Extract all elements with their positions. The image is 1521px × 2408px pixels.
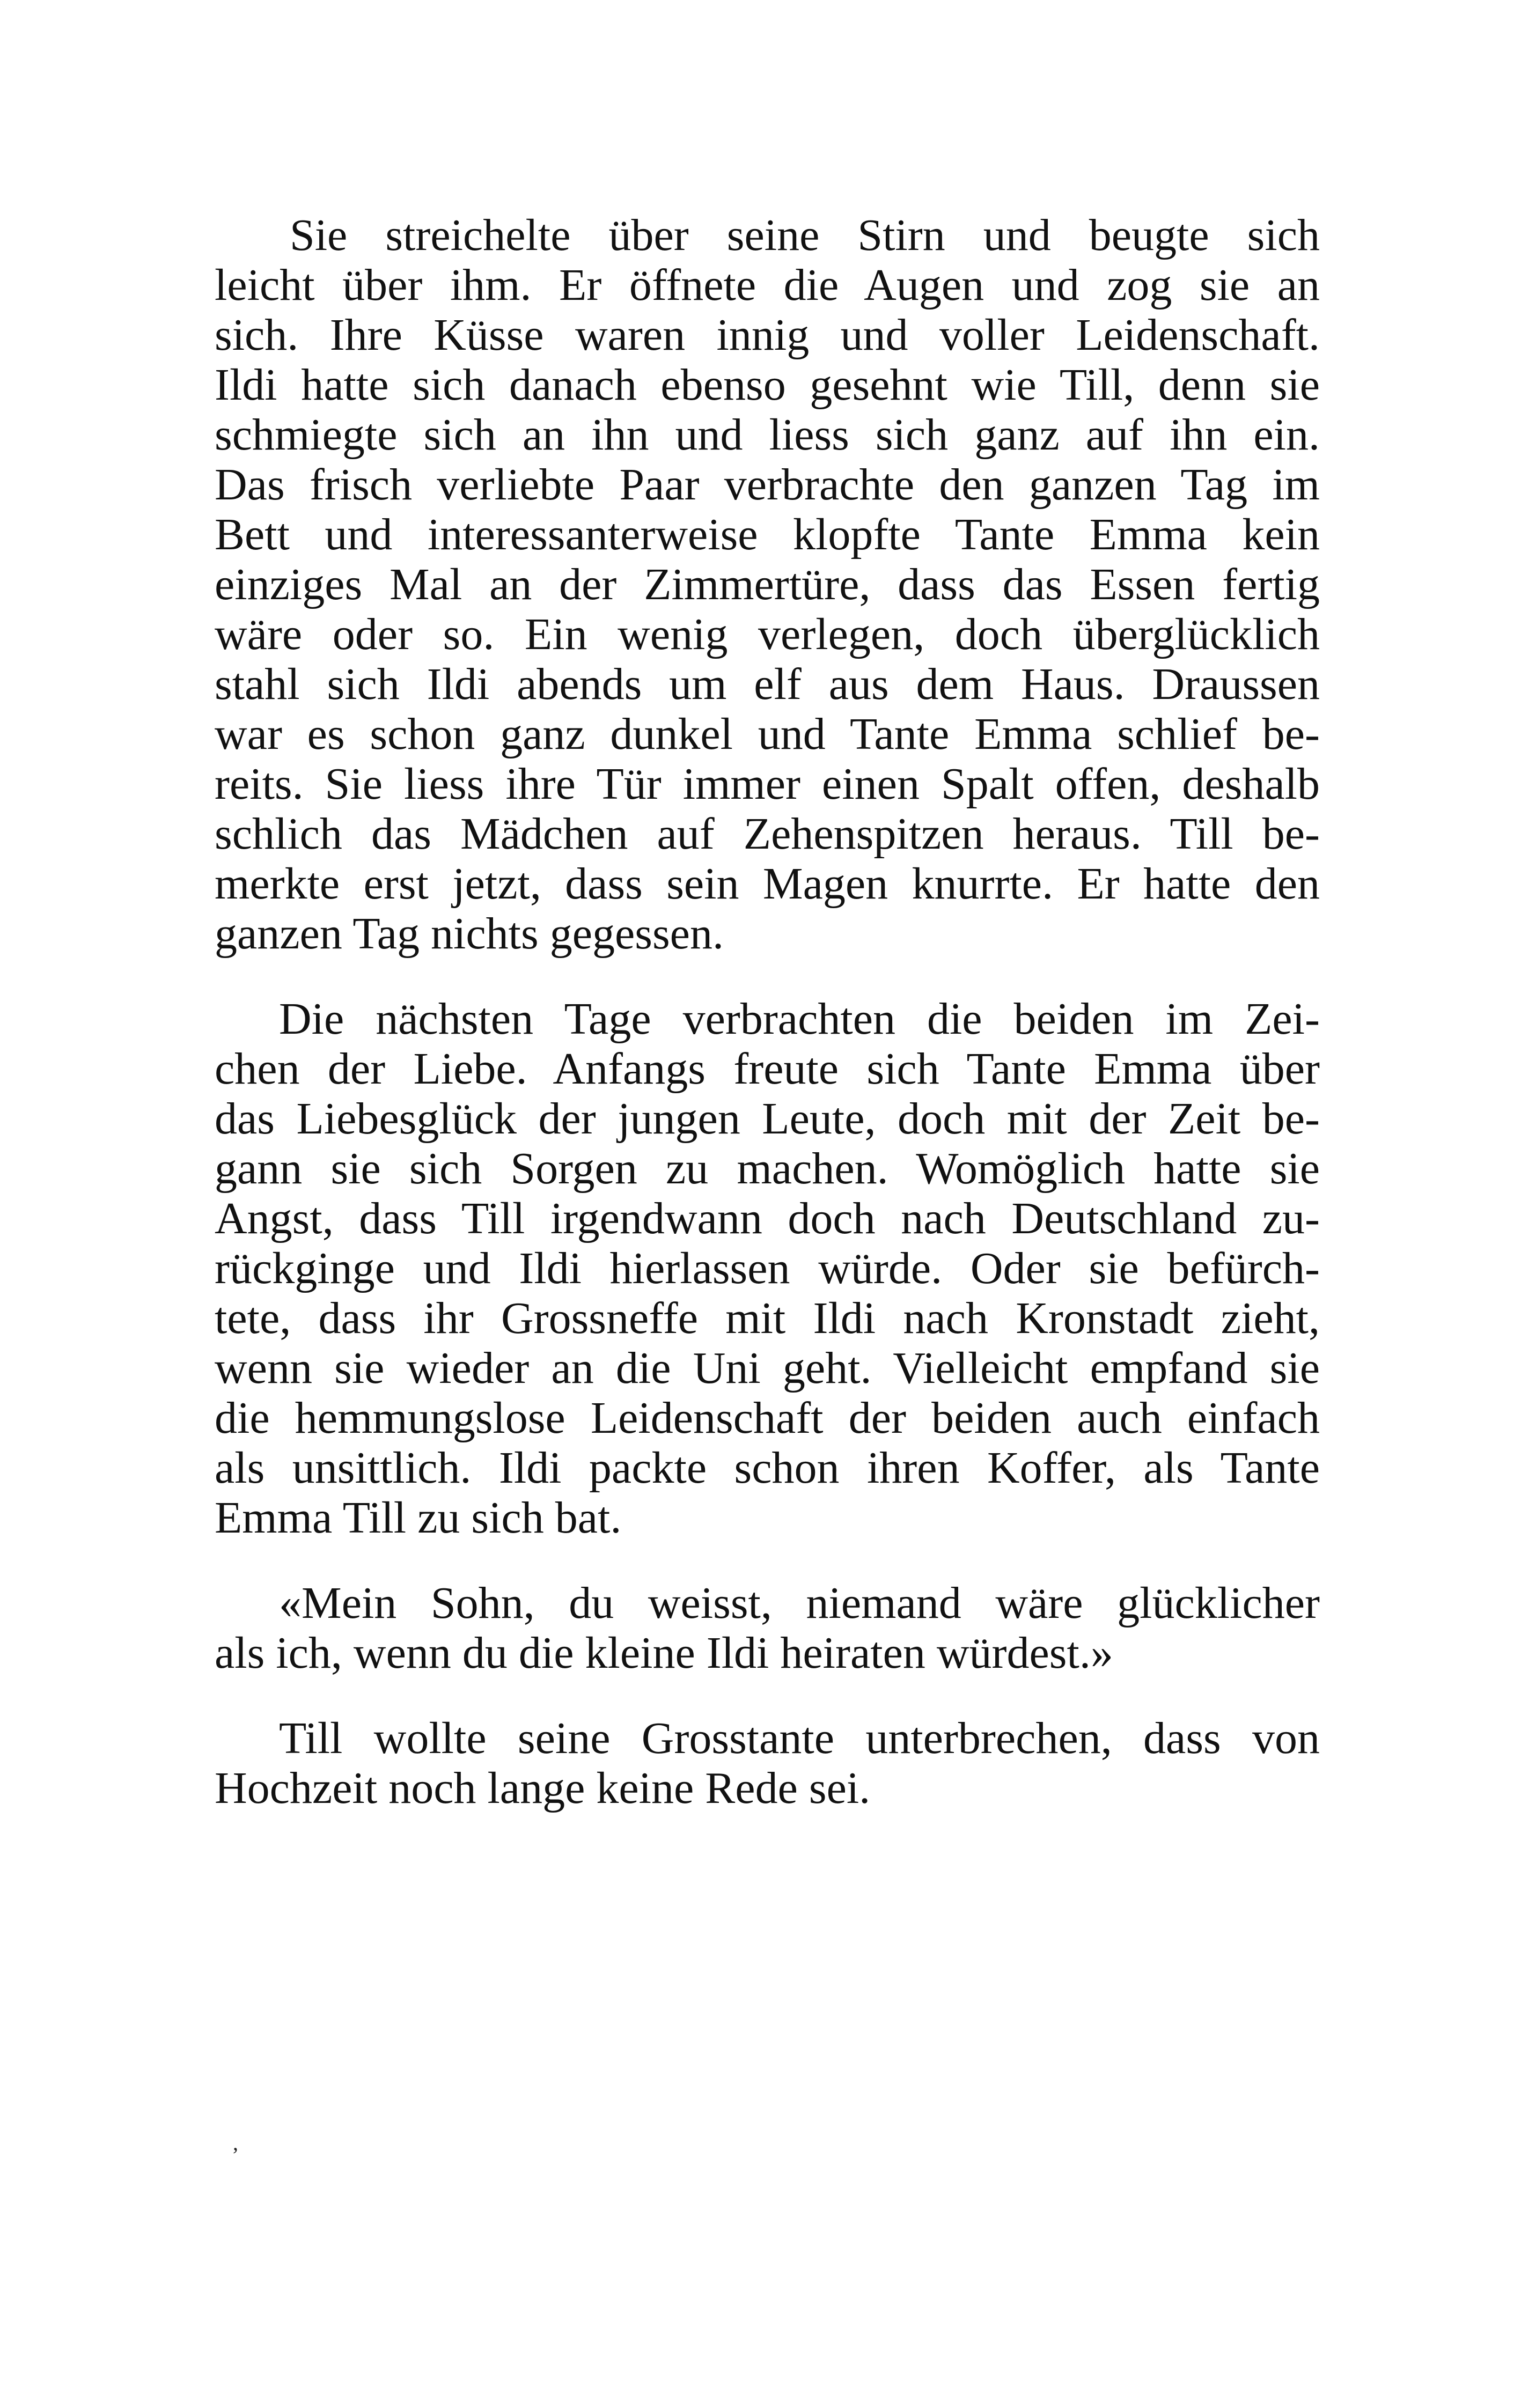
text-line: sich. Ihre Küsse waren innig und voller Leidenschaft. bbox=[215, 310, 1320, 360]
text-line: Hochzeit noch lange keine Rede sei. bbox=[215, 1763, 871, 1813]
text-line: gann sie sich Sorgen zu machen. Womöglich hatte sie bbox=[215, 1144, 1320, 1194]
text-line: war es schon ganz dunkel und Tante Emma schlief be- bbox=[215, 709, 1320, 759]
text-line: Angst, dass Till irgendwann doch nach Deutschland zu- bbox=[215, 1194, 1320, 1243]
text-line: reits. Sie liess ihre Tür immer einen Spalt offen, deshalb bbox=[215, 759, 1320, 809]
text-line: tete, dass ihr Grossneffe mit Ildi nach Kronstadt zieht, bbox=[215, 1293, 1320, 1343]
text-line: ganzen Tag nichts gegessen. bbox=[215, 909, 724, 959]
text-line: wenn sie wieder an die Uni geht. Vielleicht empfand sie bbox=[215, 1343, 1320, 1393]
text-line: Till wollte seine Grosstante unterbrechen, dass von bbox=[279, 1713, 1320, 1763]
text-line: leicht über ihm. Er öffnete die Augen und zog sie an bbox=[215, 260, 1320, 310]
text-line: Sie streichelte über seine Stirn und beugte sich bbox=[290, 210, 1320, 260]
paragraph-3 bbox=[215, 1578, 1320, 1678]
paragraph-2 bbox=[215, 994, 1320, 1543]
text-line: als ich, wenn du die kleine Ildi heiraten würdest.» bbox=[215, 1628, 1113, 1678]
body-text bbox=[215, 210, 1320, 1813]
text-line: als unsittlich. Ildi packte schon ihren Koffer, als Tante bbox=[215, 1443, 1320, 1493]
paragraph-1 bbox=[215, 210, 1320, 959]
text-line: chen der Liebe. Anfangs freute sich Tante Emma über bbox=[215, 1044, 1320, 1094]
paragraph-spacing bbox=[215, 1678, 1320, 1713]
text-line: rückginge und Ildi hierlassen würde. Oder sie befürch- bbox=[215, 1243, 1320, 1293]
paragraph-4 bbox=[215, 1713, 1320, 1813]
text-line: einziges Mal an der Zimmertüre, dass das Essen fertig bbox=[215, 559, 1320, 609]
text-line: wäre oder so. Ein wenig verlegen, doch überglücklich bbox=[215, 609, 1320, 659]
text-line: «Mein Sohn, du weisst, niemand wäre glücklicher bbox=[279, 1578, 1320, 1628]
text-line: Ildi hatte sich danach ebenso gesehnt wie Till, denn sie bbox=[215, 360, 1320, 410]
paragraph-spacing bbox=[215, 959, 1320, 994]
text-line: Bett und interessanterweise klopfte Tante Emma kein bbox=[215, 510, 1320, 559]
text-line: schmiegte sich an ihn und liess sich ganz auf ihn ein. bbox=[215, 410, 1320, 460]
text-line: schlich das Mädchen auf Zehenspitzen heraus. Till be- bbox=[215, 809, 1320, 859]
stray-ink-mark: ʼ bbox=[232, 2143, 239, 2167]
text-line: Emma Till zu sich bat. bbox=[215, 1493, 622, 1543]
text-line: das Liebesglück der jungen Leute, doch mit der Zeit be- bbox=[215, 1094, 1320, 1144]
text-line: die hemmungslose Leidenschaft der beiden auch einfach bbox=[215, 1393, 1320, 1443]
text-line: stahl sich Ildi abends um elf aus dem Haus. Draussen bbox=[215, 659, 1320, 709]
text-line: merkte erst jetzt, dass sein Magen knurrte. Er hatte den bbox=[215, 859, 1320, 909]
paragraph-spacing bbox=[215, 1543, 1320, 1578]
text-line: Die nächsten Tage verbrachten die beiden im Zei- bbox=[279, 994, 1320, 1044]
text-line: Das frisch verliebte Paar verbrachte den ganzen Tag im bbox=[215, 460, 1320, 510]
